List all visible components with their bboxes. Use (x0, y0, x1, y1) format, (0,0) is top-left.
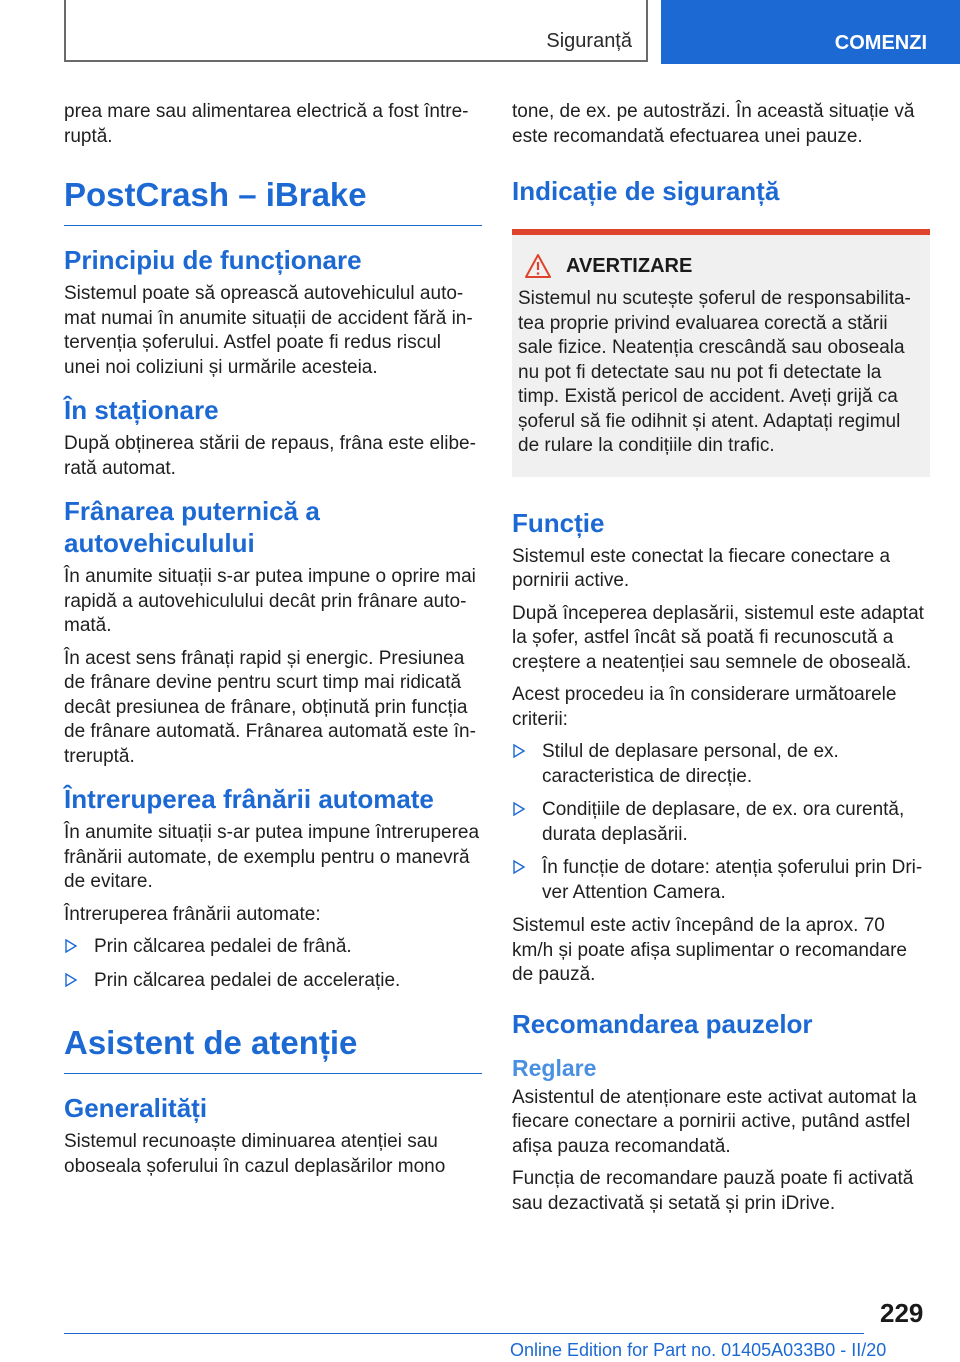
paragraph-principiu: Sistemul poate să oprească autovehiculul automat numai în anumite situații de accident fără intervenția șoferului. Astfel poate fi redus riscul unei noi coliziuni și urmările acesteia. (64, 283, 473, 378)
header-section-tab (64, 0, 648, 62)
list-item: Prin călcarea pedalei de accelerație. (64, 969, 482, 994)
triangle-bullet-icon (512, 859, 526, 875)
warning-text: Sistemul nu scutește șoferul de responsabilitatea proprie privind evaluarea corectă a stării sale fizice. Neatenția crescândă sau oboseala nu pot fi detectate sau nu pot fi detectate la timp. Există pericol de accident. Aveți grijă ca șoferul să fie odihnit și atent. Adaptați regimul de rulare la condițiile din trafic. (518, 288, 911, 456)
paragraph-functie-4: Sistemul este activ începând de la aprox. 70 km/h și poate afișa suplimentar o recomandare de pauză. (512, 915, 907, 985)
header-section-label: Siguranță (546, 30, 632, 52)
intro-paragraph: prea mare sau alimentarea electrică a fost întreruptă. (64, 101, 469, 147)
paragraph-reglare-2: Funcția de recomandare pauză poate fi activată sau dezactivată și setată și prin iDrive. (512, 1168, 914, 1214)
paragraph-intrerupere-1: În anumite situații s-ar putea impune întreruperea frânării automate, de exemplu pentru o manevră de evitare. (64, 822, 480, 892)
heading-generalitati: Generalități (64, 1093, 208, 1123)
heading-intrerupere: Întreruperea frânării automate (64, 784, 434, 814)
heading-postcrash: PostCrash – iBrake (64, 175, 482, 226)
list-item: Stilul de deplasare personal, de ex. caracteristica de direcție. (512, 740, 930, 789)
page-number: 229 (880, 1298, 924, 1328)
triangle-bullet-icon (64, 938, 78, 954)
footer-edition: Online Edition for Part no. 01405A033B0 - II/20 (510, 1340, 887, 1360)
triangle-bullet-icon (512, 801, 526, 817)
paragraph-franare-1: În anumite situații s-ar putea impune o oprire mai rapidă a autovehiculului decât prin frânare automată. (64, 566, 476, 636)
list-criterii (512, 740, 930, 905)
paragraph-reglare-1: Asistentul de atenționare este activat automat la fiecare conectare a pornirii active, putând astfel afișa pauza recomandată. (512, 1086, 917, 1157)
list-item: Prin călcarea pedalei de frână. (64, 935, 482, 960)
header-category-label: COMENZI (834, 32, 927, 54)
list-item: Condițiile de deplasare, de ex. ora curentă, durata deplasării. (512, 798, 930, 847)
heading-functie: Funcție (512, 507, 605, 538)
right-column (512, 100, 930, 1224)
heading-recomandare: Recomandarea pauzelor (512, 1008, 813, 1039)
paragraph-intrerupere-2: Întreruperea frânării automate: (64, 903, 321, 925)
heading-principiu: Principiu de funcționare (64, 245, 362, 275)
list-item: În funcție de dotare: atenția șoferului prin Driver Attention Camera. (512, 856, 930, 905)
left-column (64, 100, 482, 1187)
warning-header (518, 253, 924, 279)
paragraph-stationare: După obținerea stării de repaus, frâna este eliberată automat. (64, 433, 476, 479)
paragraph-continued: tone, de ex. pe autostrăzi. În această situație vă este recomandată efectuarea unei pauze. (512, 101, 915, 147)
heading-indicatie: Indicație de siguranță (512, 176, 780, 206)
paragraph-functie-1: Sistemul este conectat la fiecare conectare a pornirii active. (512, 545, 891, 591)
heading-asistent: Asistent de atenție (64, 1023, 482, 1074)
heading-stationare: În staționare (64, 395, 219, 425)
paragraph-generalitati: Sistemul recunoaște diminuarea atenției sau oboseala șoferului în cazul deplasărilor mono (64, 1131, 446, 1177)
triangle-bullet-icon (64, 972, 78, 988)
footer-rule (64, 1333, 864, 1334)
heading-reglare: Reglare (512, 1054, 597, 1081)
paragraph-functie-2: După începerea deplasării, sistemul este adaptat la șofer, astfel încât să poată fi recunoscută a creștere a neatenției sau semnele de oboseală. (512, 602, 924, 673)
header-category-tab (661, 0, 960, 64)
paragraph-functie-3: Acest procedeu ia în considerare următoarele criterii: (512, 684, 897, 730)
triangle-bullet-icon (512, 743, 526, 759)
paragraph-franare-2: În acest sens frânați rapid și energic. Presiunea de frânare devine pentru scurt timp mai ridicată decât presiunea de frânare, obținută prin funcția de frânare automată. Frânarea automată este întreruptă. (64, 647, 476, 767)
warning-box (512, 229, 930, 477)
warning-title: AVERTIZARE (566, 254, 693, 277)
list-intrerupere (64, 935, 482, 993)
warning-triangle-icon (524, 253, 552, 279)
heading-franare: Frânarea puternică a autovehiculului (64, 496, 320, 558)
